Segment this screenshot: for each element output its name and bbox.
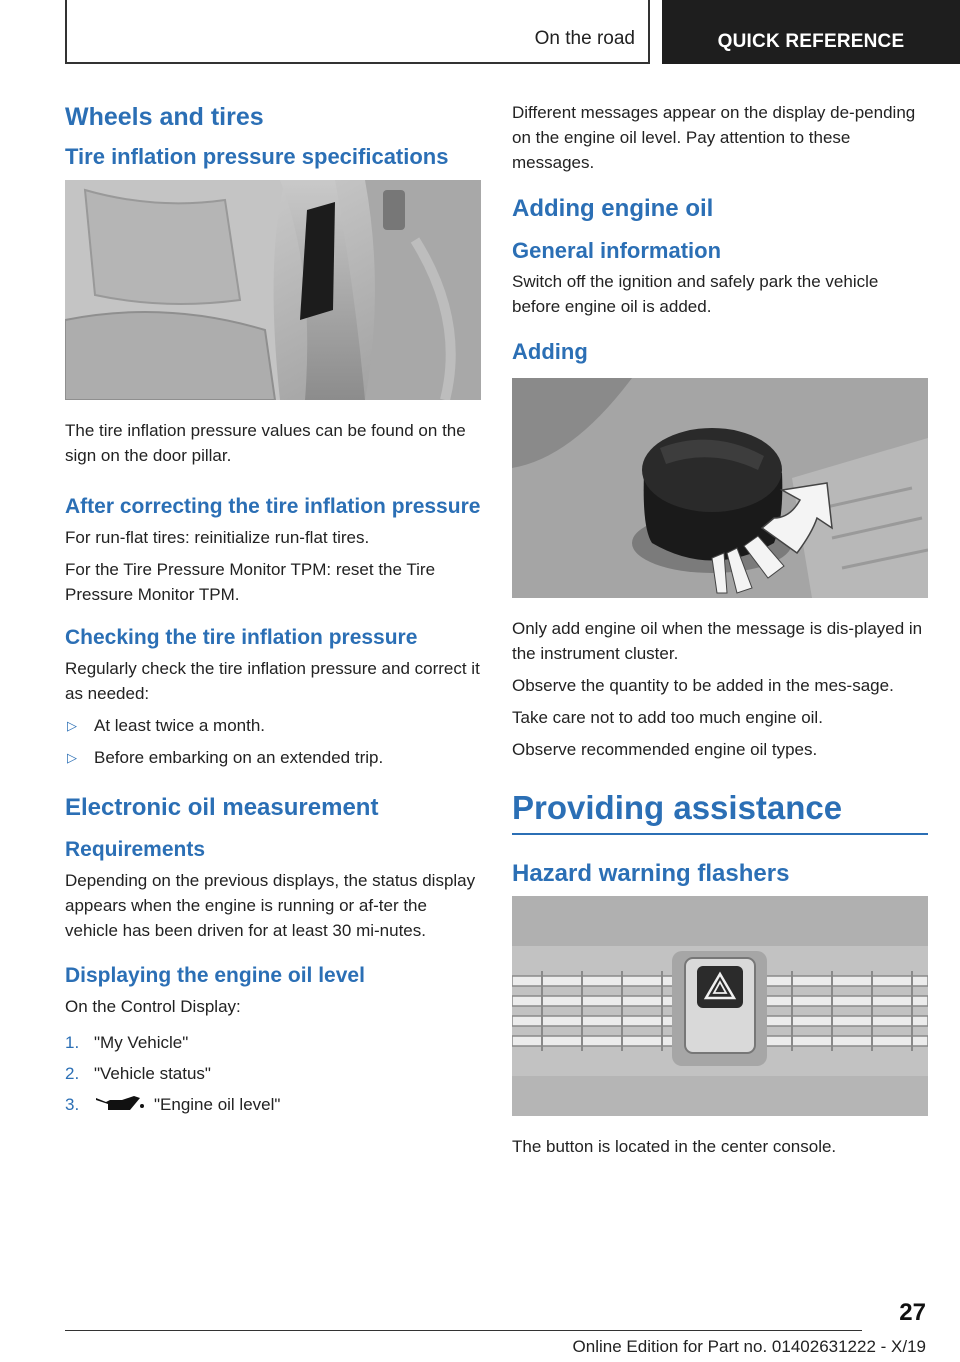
paragraph-regularly: Regularly check the tire inflation pressure and correct it as needed: bbox=[65, 659, 480, 703]
heading-checking-pressure: Checking the tire inflation pressure bbox=[65, 626, 418, 649]
door-pillar-image bbox=[65, 180, 481, 400]
paragraph-button-location: The button is located in the center console. bbox=[512, 1137, 837, 1156]
heading-general-information: General information bbox=[512, 238, 722, 263]
paragraph-observe-quantity: Observe the quantity to be added in the mes-sage. bbox=[512, 676, 894, 695]
heading-wheels-and-tires: Wheels and tires bbox=[65, 103, 264, 131]
step-item bbox=[65, 1030, 481, 1055]
step-text: "Engine oil level" bbox=[154, 1095, 281, 1114]
paragraph-take-care: Take care not to add too much engine oil. bbox=[512, 708, 823, 727]
heading-displaying-oil-level: Displaying the engine oil level bbox=[65, 964, 365, 987]
bullet-text: At least twice a month. bbox=[94, 716, 266, 735]
step-number: 3. bbox=[65, 1095, 80, 1114]
footer-divider bbox=[65, 1330, 862, 1331]
triangle-bullet-icon: ▷ bbox=[67, 750, 77, 765]
heading-hazard-warning-flashers: Hazard warning flashers bbox=[512, 860, 790, 887]
heading-tire-pressure-specs: Tire inflation pressure specifications bbox=[65, 144, 449, 169]
step-number: 1. bbox=[65, 1033, 80, 1052]
heading-after-correcting: After correcting the tire inflation pressure bbox=[65, 495, 481, 518]
header-quick-reference-tab[interactable]: QUICK REFERENCE bbox=[662, 0, 960, 64]
paragraph-control-display: On the Control Display: bbox=[65, 997, 241, 1016]
door-pillar-illustration bbox=[65, 180, 481, 400]
hazard-button-image bbox=[512, 896, 928, 1116]
heading-requirements: Requirements bbox=[65, 838, 206, 861]
heading-electronic-oil: Electronic oil measurement bbox=[65, 794, 379, 821]
bullet-item bbox=[65, 745, 481, 770]
paragraph-messages: Different messages appear on the display de-pending on the engine oil level. Pay attention to these messages. bbox=[512, 103, 916, 172]
paragraph-runflat: For run-flat tires: reinitialize run-flat tires. bbox=[65, 528, 370, 547]
paragraph-only-add: Only add engine oil when the message is dis-played in the instrument cluster. bbox=[512, 619, 923, 663]
oil-filler-cap-illustration bbox=[512, 378, 928, 598]
paragraph-requirements: Depending on the previous displays, the status display appears when the engine is running or af-ter the vehicle has been driven for at least 30 mi-nutes. bbox=[65, 871, 476, 940]
hazard-button-illustration bbox=[512, 896, 928, 1116]
header-section-title: On the road bbox=[534, 28, 635, 49]
step-item bbox=[65, 1092, 481, 1117]
triangle-bullet-icon: ▷ bbox=[67, 718, 77, 733]
heading-adding: Adding bbox=[512, 339, 588, 364]
bullet-item bbox=[65, 713, 481, 738]
step-text: "Vehicle status" bbox=[94, 1064, 211, 1083]
heading-adding-engine-oil: Adding engine oil bbox=[512, 195, 714, 222]
step-text: "My Vehicle" bbox=[94, 1033, 189, 1052]
heading-providing-assistance: Providing assistance bbox=[512, 789, 928, 835]
paragraph-tpm: For the Tire Pressure Monitor TPM: reset the Tire Pressure Monitor TPM. bbox=[65, 560, 436, 604]
step-number: 2. bbox=[65, 1064, 80, 1083]
left-column bbox=[65, 100, 481, 1123]
paragraph-switch-off: Switch off the ignition and safely park the vehicle before engine oil is added. bbox=[512, 272, 879, 316]
paragraph-observe-types: Observe recommended engine oil types. bbox=[512, 740, 818, 759]
step-item bbox=[65, 1061, 481, 1086]
edition-text: Online Edition for Part no. 01402631222 - X/19 bbox=[572, 1337, 926, 1356]
right-column bbox=[512, 100, 928, 1166]
page-number: 27 bbox=[899, 1299, 926, 1326]
oil-can-icon bbox=[94, 1092, 146, 1114]
oil-cap-image bbox=[512, 378, 928, 598]
paragraph-tire-values: The tire inflation pressure values can be found on the sign on the door pillar. bbox=[65, 421, 466, 465]
bullet-text: Before embarking on an extended trip. bbox=[94, 748, 384, 767]
